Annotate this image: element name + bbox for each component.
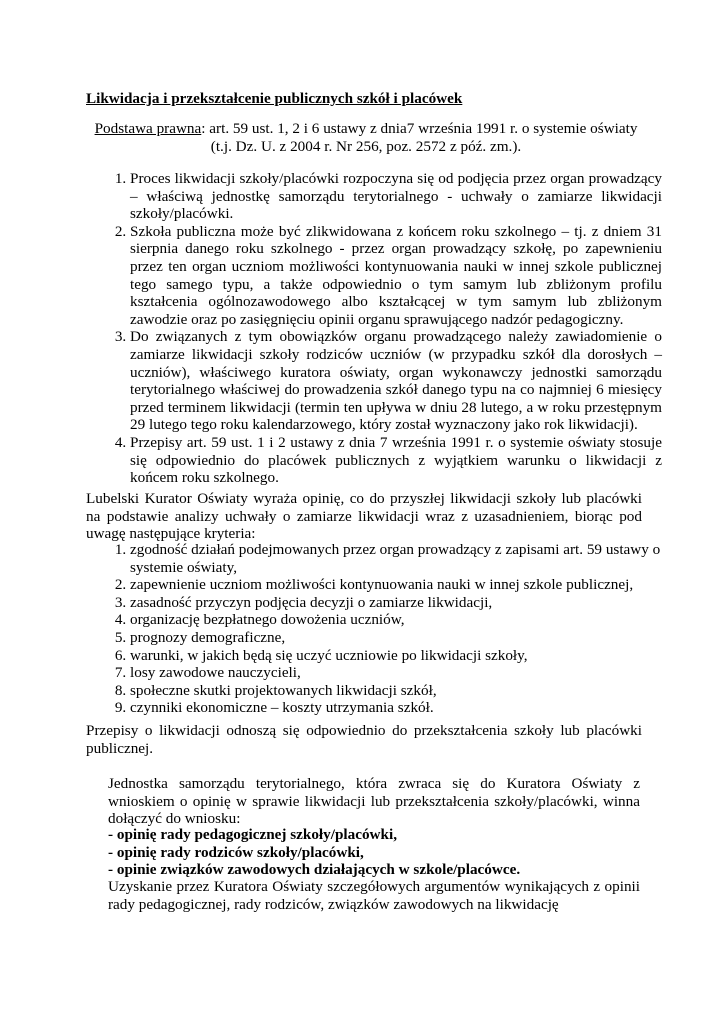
criterion-item: 5. prognozy demograficzne, [130, 629, 662, 647]
required-document-item: - opinię rady rodziców szkoły/placówki, [108, 843, 364, 861]
required-documents-list [108, 826, 640, 879]
criterion-item: 7. losy zawodowe nauczycieli, [130, 664, 662, 682]
acquisition-text: Uzyskanie przez Kuratora Oświaty szczegółowych argumentów wynikających z opinii rady pedagogicznej, rady rodziców, związków zawodowych na likwidację [108, 878, 640, 913]
legal-basis-label: Podstawa prawna [94, 120, 202, 137]
criterion-item: 9. czynniki ekonomiczne – koszty utrzymania szkół. [130, 699, 662, 717]
numbered-point: 2. Szkoła publiczna może być zlikwidowana z końcem roku szkolnego – tj. z dniem 31 sierpnia danego roku szkolnego - przez organ prowadzący szkołę, po zapewnieniu przez ten organ uczniom możliwości kontynuowania nauki w innej szkole publicznej tego samego typu, a także odpowiednio o tym samym lub zbliżonym profilu kształcenia ogólnozawodowego albo kształcącej w tym samym lub zbliżonym zawodzie oraz po zasięgnięciu opinii organu sprawującego nadzór pedagogiczny. [130, 223, 662, 329]
criteria-list [108, 541, 662, 717]
regulations-note: Przepisy o likwidacji odnoszą się odpowiednio do przekształcenia szkoły lub placówki publicznej. [86, 722, 642, 757]
criterion-item: 6. warunki, w jakich będą się uczyć uczniowie po likwidacji szkoły, [130, 647, 662, 665]
numbered-point: 4. Przepisy art. 59 ust. 1 i 2 ustawy z dnia 7 września 1991 r. o systemie oświaty stosuje się odpowiednio do placówek publicznych z wyjątkiem warunku o likwidacji z końcem roku szkolnego. [130, 434, 662, 487]
required-document-item: - opinie związków zawodowych działających w szkole/placówce. [108, 861, 521, 879]
criterion-item: 3. zasadność przyczyn podjęcia decyzji o zamiarze likwidacji, [130, 594, 662, 612]
criterion-item: 1. zgodność działań podejmowanych przez organ prowadzący z zapisami art. 59 ustawy o systemie oświaty, [130, 541, 662, 576]
criterion-item: 8. społeczne skutki projektowanych likwidacji szkół, [130, 682, 662, 700]
legal-basis [86, 120, 646, 155]
opinion-intro: Lubelski Kurator Oświaty wyraża opinię, co do przyszłej likwidacji szkoły lub placówki na podstawie analizy uchwały o zamiarze likwidacji wraz z uzasadnieniem, biorąc pod uwagę następujące kryteria: [86, 490, 642, 543]
jst-paragraph: Jednostka samorządu terytorialnego, która zwraca się do Kuratora Oświaty z wnioskiem o opinię w sprawie likwidacji lub przekształcenia szkoły/placówki, winna dołączyć do wniosku: [108, 775, 640, 828]
required-document-item: - opinię rady pedagogicznej szkoły/placówki, [108, 826, 397, 843]
criterion-item: 2. zapewnienie uczniom możliwości kontynuowania nauki w innej szkole publicznej, [130, 576, 662, 594]
numbered-points-list [108, 170, 662, 487]
criterion-item: 4. organizację bezpłatnego dowożenia uczniów, [130, 611, 662, 629]
legal-basis-text: : art. 59 ust. 1, 2 i 6 ustawy z dnia7 września 1991 r. o systemie oświaty [201, 120, 638, 137]
document-title: Likwidacja i przekształcenie publicznych szkół i placówek [86, 90, 463, 107]
numbered-point: 3. Do związanych z tym obowiązków organu prowadzącego należy zawiadomienie o zamiarze likwidacji szkoły rodziców uczniów (w przypadku szkół dla dorosłych – uczniów), właściwego kuratora oświaty, organ wykonawczy jednostki samorządu terytorialnego właściwej do prowadzenia szkół danego typu na co najmniej 6 miesięcy przed terminem likwidacji (termin ten upływa w dniu 28 lutego, a w roku przestępnym 29 lutego tego roku kalendarzowego, który został wyznaczony jako rok likwidacji). [130, 328, 662, 434]
legal-basis-citation: (t.j. Dz. U. z 2004 r. Nr 256, poz. 2572 z póź. zm.). [210, 137, 522, 155]
numbered-point: 1. Proces likwidacji szkoły/placówki rozpoczyna się od podjęcia przez organ prowadzący – właściwą jednostkę samorządu terytorialnego - uchwały o zamiarze likwidacji szkoły/placówki. [130, 170, 662, 223]
